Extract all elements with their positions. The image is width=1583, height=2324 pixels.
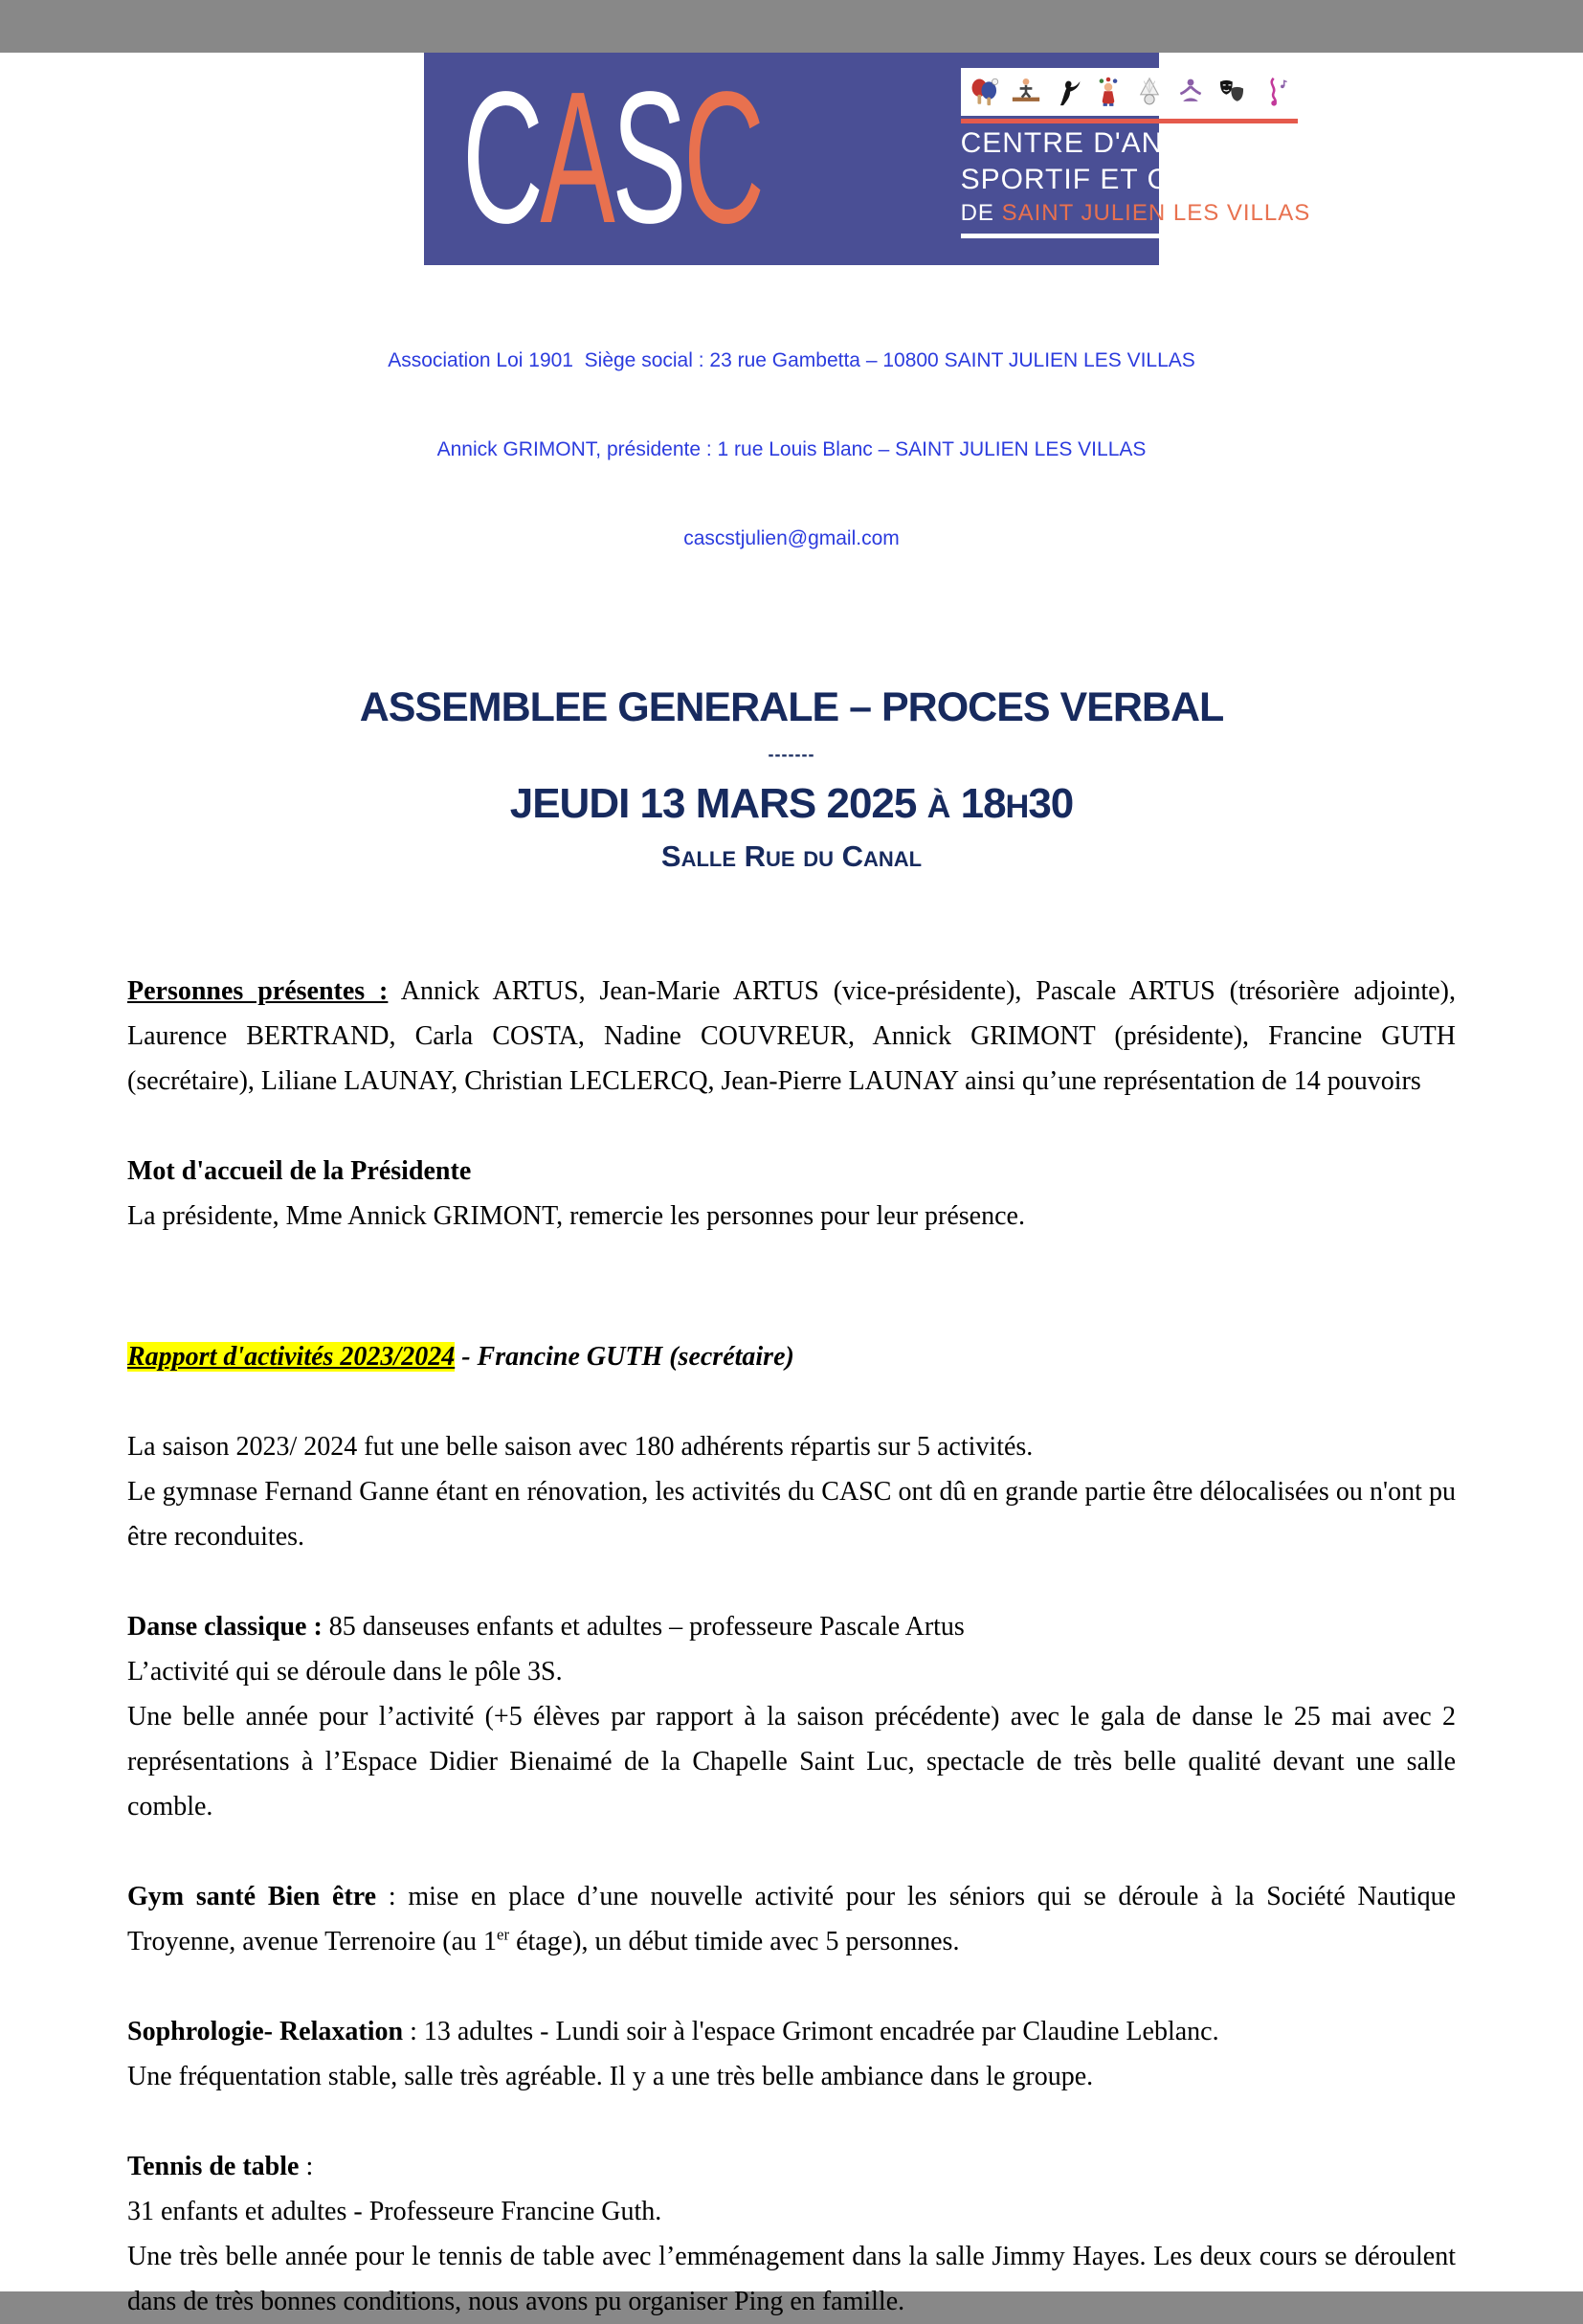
attendees-label: Personnes présentes : bbox=[127, 976, 389, 1006]
report-intro-line-2: Le gymnase Fernand Ganne étant en rénovation, les activités du CASC ont dû en grande partie être délocalisées ou n'ont pu être reconduites. bbox=[127, 1477, 1456, 1552]
meeting-date-line bbox=[0, 777, 1583, 834]
attendees-text: Annick ARTUS, Jean-Marie ARTUS (vice-présidente), Pascale ARTUS (trésorière adjointe), Laurence BERTRAND, Carla COSTA, Nadine COUVREUR, Annick GRIMONT (présidente), Francine GUTH (secrétaire), Liliane LAUNAY, Christian LECLERCQ, Jean-Pierre LAUNAY ainsi qu’une représentation de 14 pouvoirs bbox=[127, 976, 1456, 1096]
ballet-dancer-icon bbox=[1049, 72, 1085, 112]
sophrologie-line-2: Une fréquentation stable, salle très agréable. Il y a une très belle ambiance dans le groupe. bbox=[127, 2062, 1094, 2091]
gymnastics-icon bbox=[1008, 72, 1044, 112]
danse-label: Danse classique : bbox=[127, 1612, 323, 1642]
report-heading bbox=[127, 1334, 1456, 1379]
theatre-masks-icon bbox=[1214, 72, 1250, 112]
logo-right-panel bbox=[960, 68, 1311, 252]
badminton-shuttlecock-icon bbox=[1131, 72, 1168, 112]
document-page bbox=[0, 53, 1583, 2316]
logo-tagline-3 bbox=[960, 200, 1311, 227]
date-part-3: 30 bbox=[1028, 780, 1074, 827]
meeting-venue: Salle Rue du Canal bbox=[660, 839, 923, 873]
yoga-icon bbox=[1172, 72, 1209, 112]
report-heading-highlighted: Rapport d'activités 2023/2024 bbox=[127, 1342, 456, 1372]
table-tennis-icon bbox=[967, 72, 1003, 112]
gym-superscript-er: er bbox=[497, 1925, 510, 1944]
tennis-paragraph bbox=[127, 2144, 1456, 2324]
welcome-paragraph bbox=[127, 1149, 1456, 1239]
clown-juggler-icon bbox=[1090, 72, 1126, 112]
gym-sante-paragraph bbox=[127, 1874, 1456, 1964]
logo-tagline-3-city: SAINT JULIEN LES VILLAS bbox=[1001, 200, 1311, 226]
date-part-a: À bbox=[926, 789, 950, 825]
logo-tagline-1: CENTRE D'ANIMATION bbox=[960, 127, 1288, 159]
danse-classique-paragraph bbox=[127, 1604, 1456, 1829]
date-part-2: 18 bbox=[949, 780, 1006, 827]
logo-white-underline bbox=[961, 234, 1298, 238]
report-intro-line-1: La saison 2023/ 2024 fut une belle saison avec 180 adhérents répartis sur 5 activités. bbox=[127, 1432, 1034, 1462]
welcome-heading: Mot d'accueil de la Présidente bbox=[127, 1156, 472, 1186]
report-intro-paragraph bbox=[127, 1424, 1456, 1559]
gym-label: Gym santé Bien être bbox=[127, 1882, 377, 1911]
report-heading-dash: - bbox=[455, 1342, 478, 1372]
activity-icons-strip bbox=[961, 68, 1298, 116]
attendees-paragraph bbox=[127, 969, 1456, 1104]
address-line-1: Association Loi 1901 Siège social : 23 rue Gambetta – 10800 SAINT JULIEN LES VILLAS bbox=[388, 349, 1195, 371]
sophrologie-text: : 13 adultes - Lundi soir à l'espace Grimont encadrée par Claudine Leblanc. bbox=[403, 2017, 1219, 2046]
sophrologie-label: Sophrologie- Relaxation bbox=[127, 2017, 404, 2046]
casc-letter-a: A bbox=[540, 53, 613, 262]
date-part-1: JEUDI 13 MARS 2025 bbox=[509, 780, 927, 827]
casc-letter-s: S bbox=[612, 53, 684, 262]
music-clef-icon bbox=[1255, 72, 1291, 112]
gym-text-2: étage), un début timide avec 5 personnes. bbox=[509, 1927, 960, 1956]
association-email: cascstjulien@gmail.com bbox=[683, 527, 900, 549]
document-body bbox=[0, 969, 1583, 2324]
danse-line-3: Une belle année pour l’activité (+5 élèves par rapport à la saison précédente) avec le gala de danse le 25 mai avec 2 représentations à l’Espace Didier Bienaimé de la Chapelle Saint Luc, spectacle de très belle qualité devant une salle comble. bbox=[127, 1702, 1456, 1821]
casc-letter-c1: C bbox=[462, 53, 541, 262]
tennis-line-2: 31 enfants et adultes - Professeure Francine Guth. bbox=[127, 2197, 662, 2226]
tennis-label: Tennis de table bbox=[127, 2152, 300, 2181]
icon-strip-underline bbox=[961, 119, 1298, 123]
address-line-2: Annick GRIMONT, présidente : 1 rue Louis Blanc – SAINT JULIEN LES VILLAS bbox=[436, 438, 1147, 460]
logo-tagline-3-prefix: DE bbox=[960, 200, 1002, 226]
casc-letter-c2: C bbox=[683, 53, 762, 262]
separator-dashes: ------- bbox=[768, 745, 815, 764]
sophrologie-paragraph bbox=[127, 2009, 1456, 2099]
casc-logo bbox=[424, 53, 1311, 265]
tennis-colon: : bbox=[299, 2152, 314, 2181]
tennis-line-3: Une très belle année pour le tennis de table avec l’emménagement dans la salle Jimmy Hayes. Les deux cours se déroulent dans de très bonnes conditions, nous avons pu organiser Ping en famille. bbox=[127, 2242, 1456, 2316]
date-part-h: H bbox=[1005, 789, 1029, 825]
gym-text-1: : mise en place d’une nouvelle activité pour les séniors qui se déroule à la Société Nautique Troyenne, avenue Terrenoire (au 1 bbox=[127, 1882, 1456, 1956]
danse-line-2: L’activité qui se déroule dans le pôle 3S. bbox=[127, 1657, 563, 1687]
logo-tagline-2: SPORTIF ET CULTUREL bbox=[960, 164, 1304, 195]
welcome-text: La présidente, Mme Annick GRIMONT, remercie les personnes pour leur présence. bbox=[127, 1201, 1025, 1231]
association-address-block bbox=[0, 286, 1583, 613]
report-heading-author: Francine GUTH (secrétaire) bbox=[477, 1342, 794, 1372]
danse-lead: 85 danseuses enfants et adultes – professeure Pascale Artus bbox=[322, 1612, 965, 1642]
document-title: ASSEMBLEE GENERALE – PROCES VERBAL bbox=[359, 684, 1224, 730]
casc-acronym bbox=[462, 53, 762, 262]
